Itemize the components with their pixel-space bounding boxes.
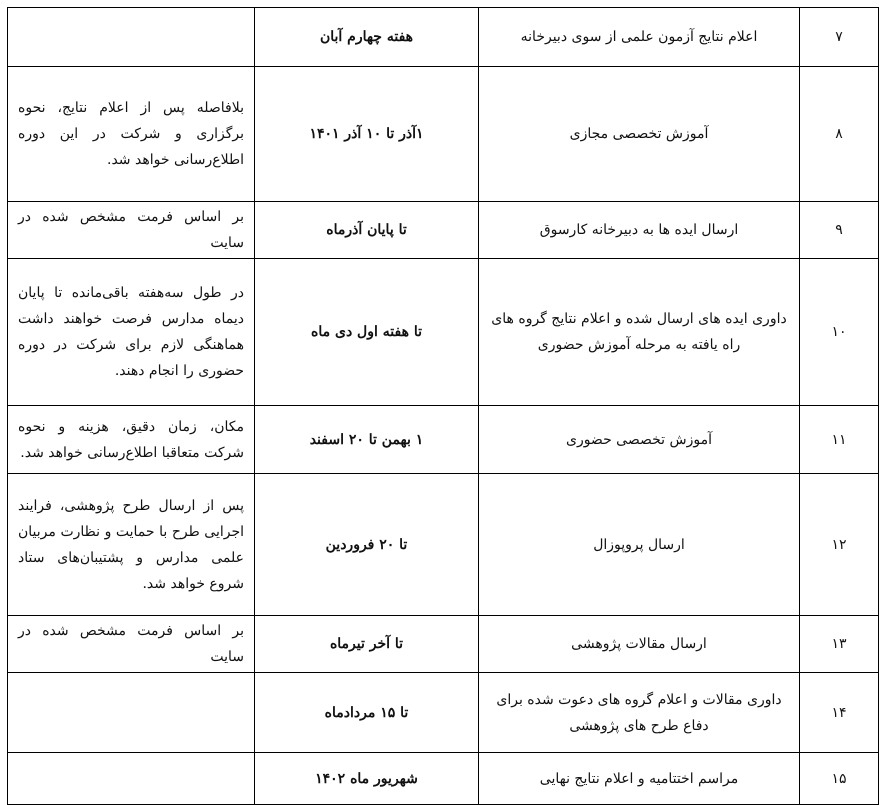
- note-cell: بر اساس فرمت مشخص شده در سایت: [8, 616, 255, 673]
- row-number: ۱۰: [800, 259, 879, 406]
- row-number: ۱۵: [800, 753, 879, 805]
- date-cell: ۱آذر تا ۱۰ آذر ۱۴۰۱: [255, 67, 479, 202]
- note-cell: در طول سه‌هفته باقی‌مانده تا پایان دیماه مدارس فرصت خواهند داشت هماهنگی لازم برای شرکت در دوره حضوری را انجام دهند.: [8, 259, 255, 406]
- note-cell: بر اساس فرمت مشخص شده در سایت: [8, 202, 255, 259]
- note-cell: پس از ارسال طرح پژوهشی، فرایند اجرایی طرح با حمایت و نظارت مربیان علمی مدارس و پشتیبان‌های ستاد شروع خواهد شد.: [8, 474, 255, 616]
- row-number: ۱۴: [800, 673, 879, 753]
- table-row: [8, 753, 879, 805]
- table-row: [8, 259, 879, 406]
- table-row: [8, 67, 879, 202]
- date-cell: تا آخر تیرماه: [255, 616, 479, 673]
- date-cell: تا هفته اول دی ماه: [255, 259, 479, 406]
- activity-cell: آموزش تخصصی مجازی: [479, 67, 800, 202]
- activity-cell: ارسال پروپوزال: [479, 474, 800, 616]
- note-cell: بلافاصله پس از اعلام نتایج، نحوه برگزاری و شرکت در این دوره اطلاع‌رسانی خواهد شد.: [8, 67, 255, 202]
- activity-cell: داوری مقالات و اعلام گروه های دعوت شده برای دفاع طرح های پژوهشی: [479, 673, 800, 753]
- row-number: ۱۳: [800, 616, 879, 673]
- note-cell: [8, 673, 255, 753]
- date-cell: تا پایان آذرماه: [255, 202, 479, 259]
- date-cell: ۱ بهمن تا ۲۰ اسفند: [255, 406, 479, 474]
- table-row: [8, 8, 879, 67]
- date-cell: شهریور ماه ۱۴۰۲: [255, 753, 479, 805]
- table-row: [8, 202, 879, 259]
- activity-cell: ارسال ایده ها به دبیرخانه کارسوق: [479, 202, 800, 259]
- table-row: [8, 673, 879, 753]
- row-number: ۸: [800, 67, 879, 202]
- table-row: [8, 406, 879, 474]
- activity-cell: ارسال مقالات پژوهشی: [479, 616, 800, 673]
- activity-cell: اعلام نتایج آزمون علمی از سوی دبیرخانه: [479, 8, 800, 67]
- row-number: ۱۲: [800, 474, 879, 616]
- schedule-table: [7, 7, 879, 805]
- table-row: [8, 474, 879, 616]
- activity-cell: آموزش تخصصی حضوری: [479, 406, 800, 474]
- note-cell: [8, 753, 255, 805]
- date-cell: هفته چهارم آبان: [255, 8, 479, 67]
- date-cell: تا ۲۰ فروردین: [255, 474, 479, 616]
- activity-cell: داوری ایده های ارسال شده و اعلام نتایج گروه های راه یافته به مرحله آموزش حضوری: [479, 259, 800, 406]
- note-cell: مکان، زمان دقیق، هزینه و نحوه شرکت متعاقبا اطلاع‌رسانی خواهد شد.: [8, 406, 255, 474]
- note-cell: [8, 8, 255, 67]
- row-number: ۱۱: [800, 406, 879, 474]
- activity-cell: مراسم اختتامیه و اعلام نتایج نهایی: [479, 753, 800, 805]
- row-number: ۹: [800, 202, 879, 259]
- date-cell: تا ۱۵ مردادماه: [255, 673, 479, 753]
- table-row: [8, 616, 879, 673]
- row-number: ۷: [800, 8, 879, 67]
